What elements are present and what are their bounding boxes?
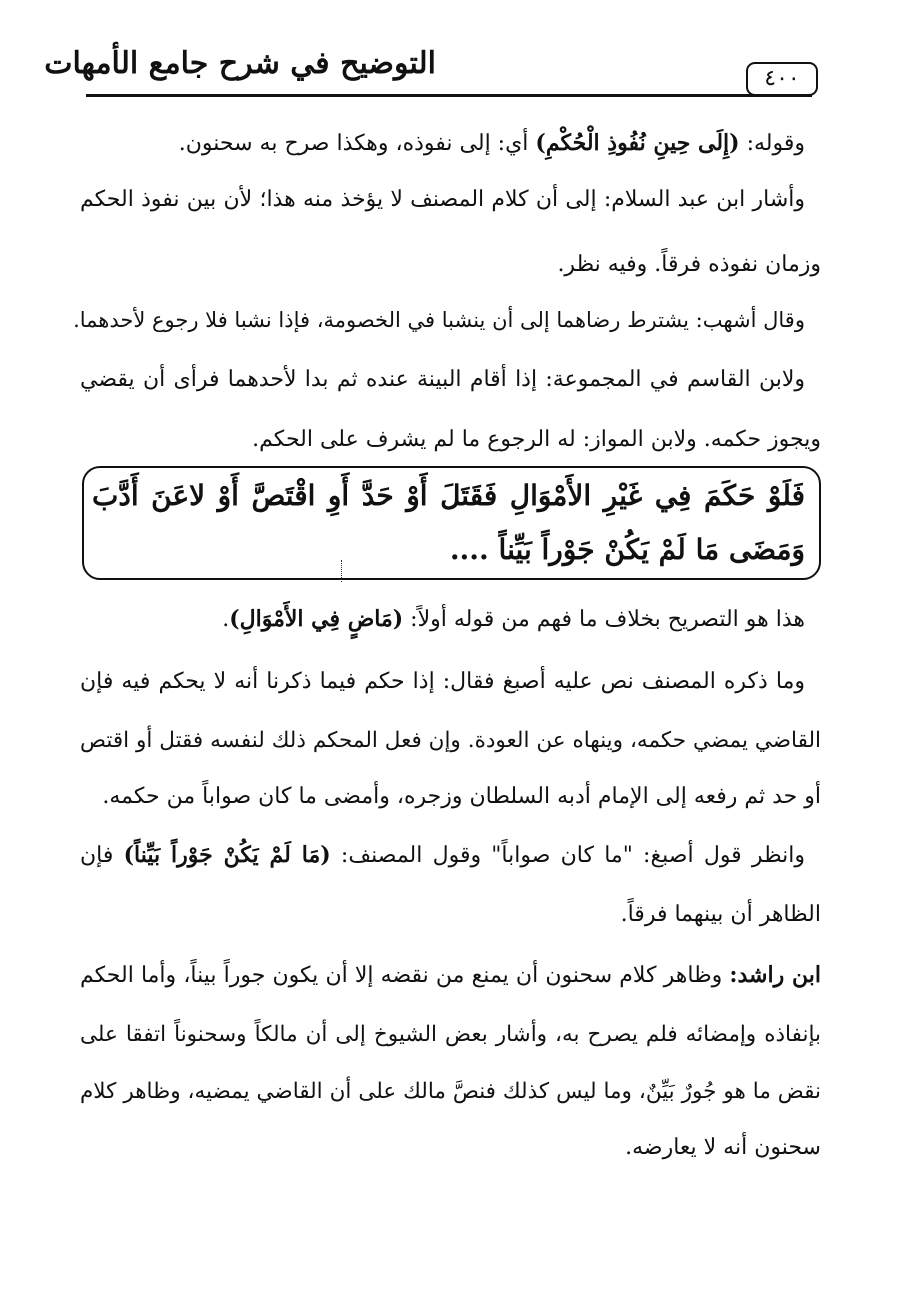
text-span: وظاهر كلام سحنون أن يمنع من نقضه إلا أن يكون جوراً بيناً، وأما الحكم — [80, 963, 730, 988]
text-span: وقوله: — [739, 131, 805, 156]
paragraph-8-line-2: بإنفاذه وإمضائه فلم يصرح به، وأشار بعض الشيوخ إلى أن مالكاً وسحنوناً اتفقا على — [80, 1022, 821, 1047]
paragraph-7-line-2: الظاهر أن بينهما فرقاً. — [620, 902, 821, 927]
paragraph-8-line-4: سحنون أنه لا يعارضه. — [625, 1135, 821, 1160]
paragraph-8-line-1 — [80, 960, 821, 991]
text-span: فإن — [80, 843, 124, 868]
paragraph-5-line-1 — [222, 604, 805, 635]
paragraph-2-line-1: وأشار ابن عبد السلام: إلى أن كلام المصنف لا يؤخذ منه هذا؛ لأن بين نفوذ الحكم — [80, 187, 805, 212]
paragraph-4-line-2: ويجوز حكمه. ولابن المواز: له الرجوع ما لم يشرف على الحكم. — [252, 427, 821, 452]
dotted-mark — [341, 560, 342, 582]
paragraph-3-line-1: وقال أشهب: يشترط رضاهما إلى أن ينشبا في الخصومة، فإذا نشبا فلا رجوع لأحدهما. — [73, 308, 805, 332]
quoted-matn: (إِلَى حِينِ نُفُوذِ الْحُكْمِ) — [535, 130, 740, 156]
paragraph-6-line-1: وما ذكره المصنف نص عليه أصبغ فقال: إذا حكم فيما ذكرنا أنه لا يحكم فيه فإن — [80, 669, 805, 694]
text-span: هذا هو التصريح بخلاف ما فهم من قوله أولاً: — [403, 607, 805, 632]
text-span: أي: إلى نفوذه، وهكذا صرح به سحنون. — [178, 131, 536, 156]
scholar-name: ابن راشد: — [729, 962, 821, 988]
matn-line-2: وَمَضَى مَا لَمْ يَكُنْ جَوْراً بَيِّناً .... — [449, 533, 805, 566]
matn-line-1: فَلَوْ حَكَمَ فِي غَيْرِ الأَمْوَالِ فَقَتَلَ أَوْ حَدَّ أَوِ اقْتَصَّ أَوْ لاعَنَ أَدَّبَ — [92, 479, 805, 512]
header-rule — [86, 94, 812, 97]
paragraph-8-line-3: نقض ما هو جُورٌ بَيِّنٌ، وما ليس كذلك فنصَّ مالك على أن القاضي يمضيه، وظاهر كلام — [80, 1079, 821, 1104]
paragraph-7-line-1 — [80, 840, 805, 871]
text-span: وانظر قول أصبغ: "ما كان صواباً" وقول المصنف: — [330, 843, 805, 868]
paragraph-6-line-2: القاضي يمضي حكمه، وينهاه عن العودة. وإن فعل المحكم ذلك لنفسه فقتل أو اقتص — [80, 728, 821, 753]
page-number: ٤٠٠ — [746, 62, 818, 96]
quoted-matn: (مَاضٍ فِي الأَمْوَالِ) — [229, 606, 404, 632]
text-span: . — [222, 607, 230, 632]
paragraph-1-line-1 — [179, 128, 805, 159]
running-header-title: التوضيح في شرح جامع الأمهات — [44, 46, 436, 81]
paragraph-4-line-1: ولابن القاسم في المجموعة: إذا أقام البينة عنده ثم بدا لأحدهما فرأى أن يقضي — [80, 367, 805, 392]
paragraph-2-line-2: وزمان نفوذه فرقاً. وفيه نظر. — [557, 252, 821, 277]
paragraph-6-line-3: أو حد ثم رفعه إلى الإمام أدبه السلطان وزجره، وأمضى ما كان صواباً من حكمه. — [102, 784, 821, 809]
quoted-matn: (مَا لَمْ يَكُنْ جَوْراً بَيِّناً) — [123, 842, 331, 868]
